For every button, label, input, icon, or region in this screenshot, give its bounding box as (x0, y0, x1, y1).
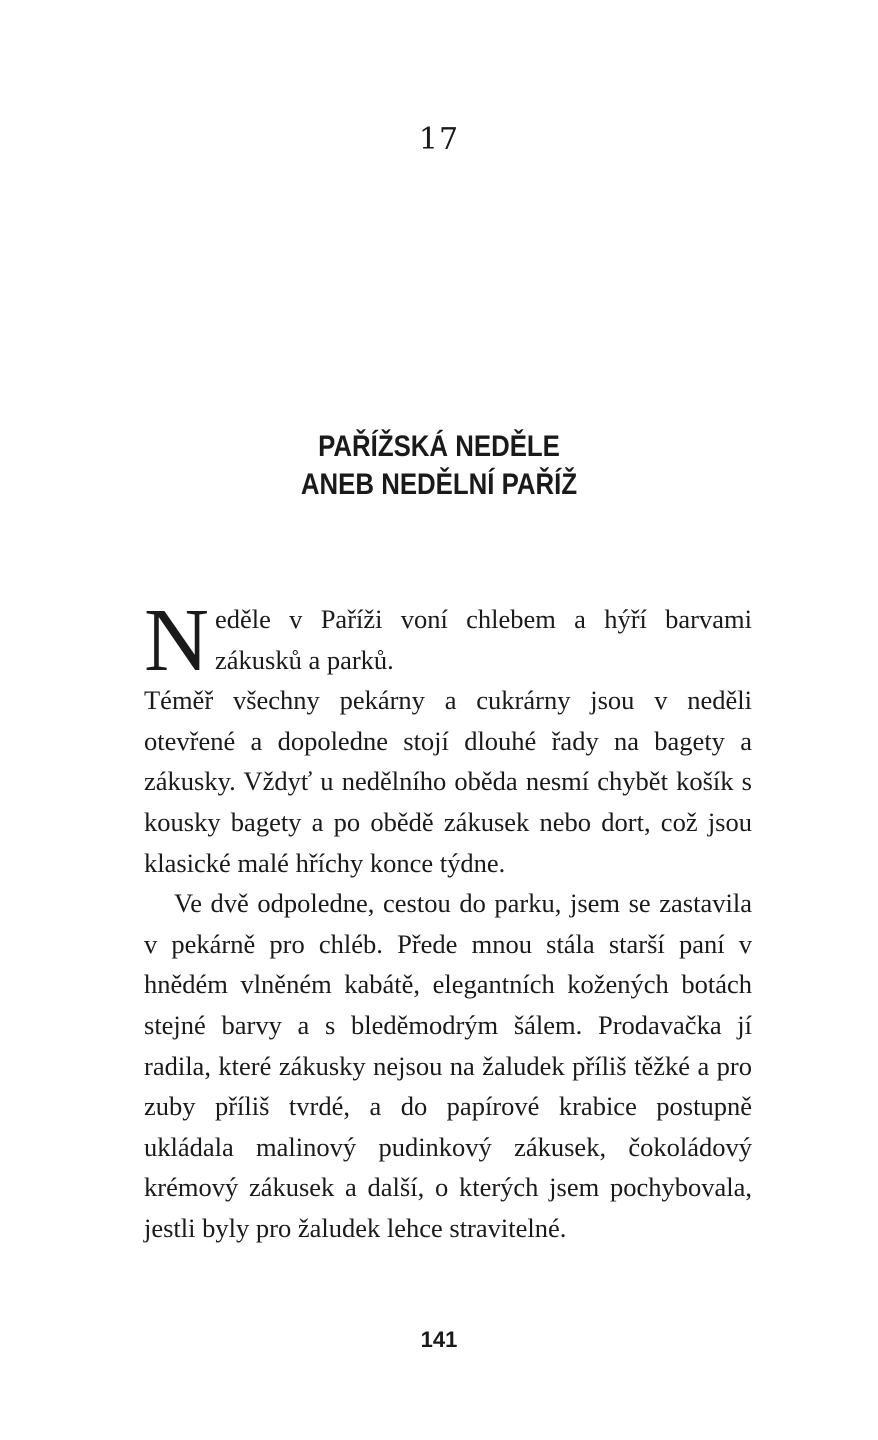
paragraph-third: Ve dvě odpoledne, cestou do parku, jsem se zastavila v pekárně pro chléb. Přede mnou stála starší paní v hnědém vlněném kabátě, elegantních kožených botách stejné barvy a s bleděmodrým šálem. Prodavačka jí radila, které zákusky nejsou na žaludek příliš těžké a pro zuby příliš tvrdé, a do papírové krabice postupně ukládala malinový pudinkový zákusek, čokoládový krémový zákusek a další, o kterých jsem pochybovala, jestli byly pro žaludek lehce stravitelné. (144, 888, 752, 1243)
drop-cap: N (144, 591, 209, 690)
chapter-number: 17 (418, 122, 460, 157)
chapter-body (144, 591, 752, 1249)
page-number: 141 (420, 1327, 458, 1352)
chapter-title-line-1: PAŘÍŽSKÁ NEDĚLE (318, 430, 560, 463)
chapter-title-line-2: ANEB NEDĚLNÍ PAŘÍŽ (300, 468, 578, 501)
paragraph-opening (144, 591, 752, 690)
chapter-title (61, 428, 816, 504)
paragraph-second: Téměř všechny pekárny a cukrárny jsou v neděli otevřené a dopoledne stojí dlouhé řady na bagety a zákusky. Vždyť u nedělního oběda nesmí chybět košík s kousky bagety a po obědě zákusek nebo dort, což jsou klasické malé hříchy konce týdne. (144, 685, 752, 878)
paragraph-opening-text: eděle v Paříži voní chlebem a hýří barvami zákusků a parků. (215, 604, 752, 675)
